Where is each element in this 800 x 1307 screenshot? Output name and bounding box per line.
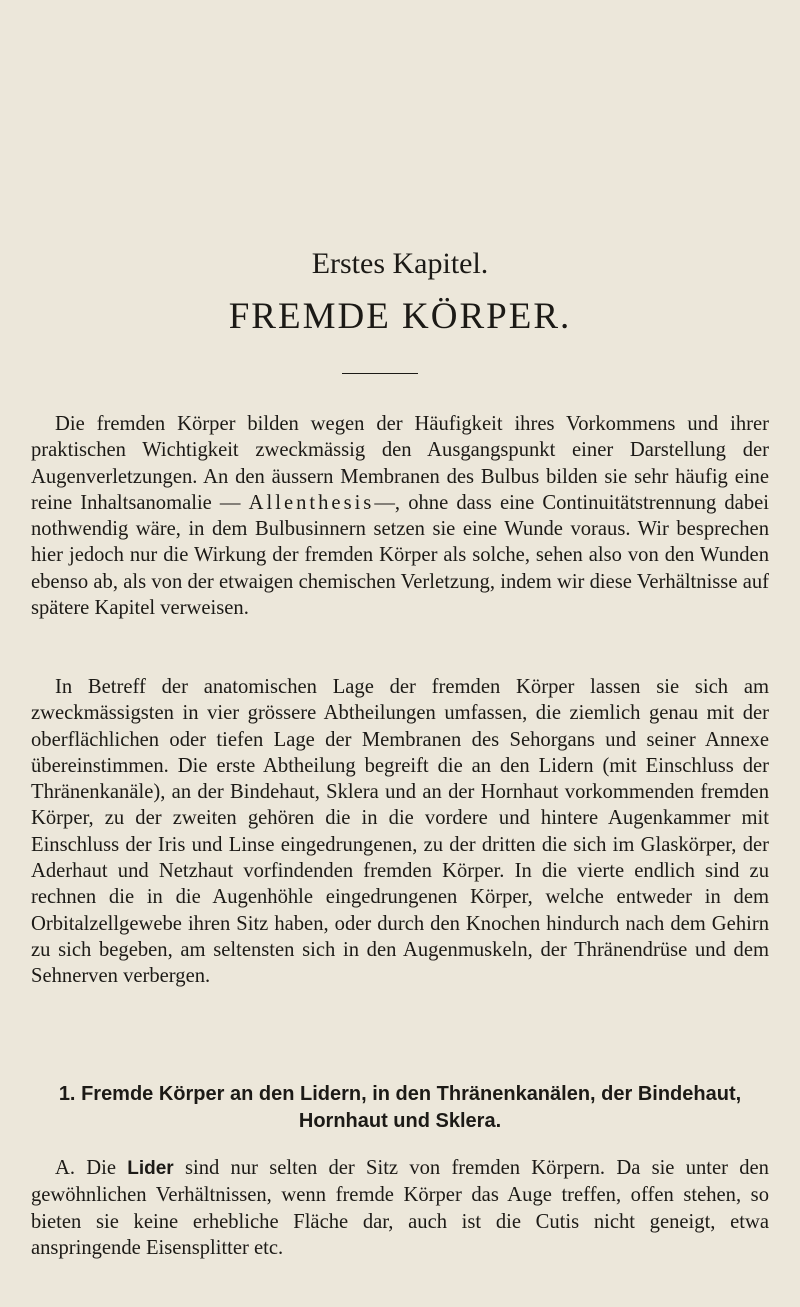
title-divider (342, 373, 418, 374)
emphasized-term: Allenthesis (248, 491, 375, 514)
chapter-label: Erstes Kapitel. (311, 247, 489, 280)
paragraph-lider (31, 1155, 769, 1261)
paragraph-intro (31, 411, 769, 621)
section-number: 1. (58, 1083, 76, 1105)
chapter-title: FREMDE KÖRPER. (228, 296, 572, 337)
subsection-bold-term: Lider (127, 1158, 174, 1179)
subsection-text: sind nur selten der Sitz von fremden Körpern. Da sie unter den gewöhnlichen Verhältnissen, wenn fremde Körper das Auge treffen, offen stehen, so bieten sie keine erhebliche Fläche dar, auch ist die Cutis nicht geneigt, etwa anspringende Eisensplitter etc. (31, 1157, 769, 1259)
section-heading-text: Fremde Körper an den Lidern, in den Thränenkanälen, der Bindehaut, Hornhaut und Sklera. (81, 1083, 742, 1132)
paragraph-anatomy: In Betreff der anatomischen Lage der fremden Körper lassen sie sich am zweckmässigsten in vier grössere Abtheilungen umfassen, die ziemlich genau mit der oberflächlichen oder tiefen Lage der Membranen des Sehorgans und seiner Annexe übereinstimmen. Die erste Abtheilung begreift die an den Lidern (mit Einschluss der Thränenkanäle), an der Bindehaut, Sklera und an der Hornhaut vorkommenden fremden Körper, zu der zweiten gehören die in die vordere und hintere Augenkammer mit Einschluss der Iris und Linse eingedrungenen, zu der dritten die sich im Glaskörper, der Aderhaut und Netzhaut vorfindenden fremden Körper. In die vierte endlich sind zu rechnen die in die Augenhöhle eingedrungenen Körper, welche entweder in dem Orbitalzellgewebe ihren Sitz haben, oder durch den Knochen hindurch nach dem Gehirn zu sich begeben, am seltensten sich in den Augenmuskeln, der Thränendrüse und dem Sehnerven verbergen. (31, 676, 769, 988)
subsection-prefix: A. Die (55, 1157, 116, 1179)
paragraph-intro-part-a: Die fremden Körper bilden wegen der Häufigkeit ihres Vorkommens und ihrer praktischen Wichtigkeit zweckmässig den Ausgangspunkt einer Darstellung der Augenverletzungen. An den äussern Membranen des Bulbus bilden sie sehr häufig eine reine Inhaltsanomalie — (31, 413, 769, 514)
paragraph-intro-part-b: —, ohne dass eine Continuitätstrennung dabei nothwendig wäre, in dem Bulbusinnern setzen sie eine Wunde voraus. Wir besprechen hier jedoch nur die Wirkung der fremden Körper als solche, sehen also von den Wunden ebenso ab, als von der etwaigen chemischen Verletzung, indem wir diese Verhältnisse auf spätere Kapitel verweisen. (31, 491, 769, 620)
section-heading (31, 1081, 769, 1135)
